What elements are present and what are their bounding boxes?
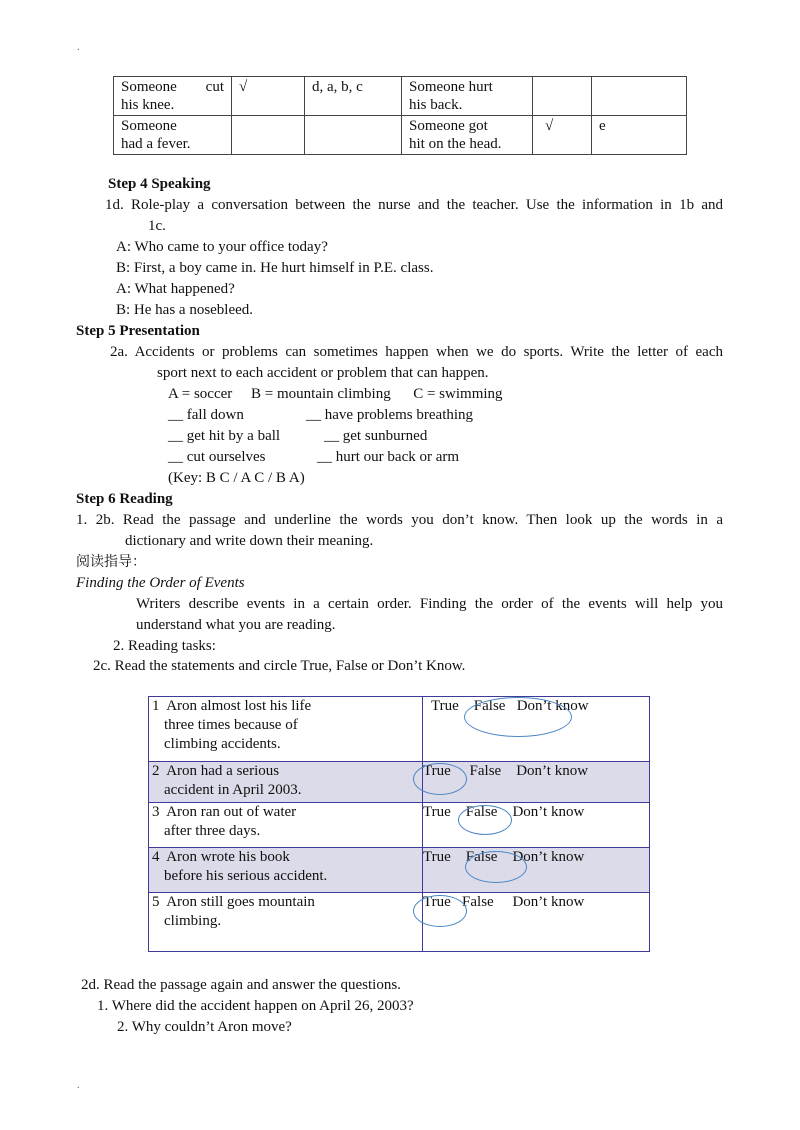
corner-dot: . bbox=[77, 42, 80, 53]
accident-item: __ get sunburned bbox=[324, 428, 428, 444]
statement-text: Aron ran out of water bbox=[166, 804, 297, 820]
step4-instruction: 1d. Role-play a conversation between the nurse and the teacher. Use the information in 1b and bbox=[105, 197, 723, 213]
check-mark: √ bbox=[232, 77, 305, 116]
cell-text: Someone bbox=[121, 79, 177, 95]
table-row: 3 Aron ran out of water after three days. True False Don’t know bbox=[149, 803, 650, 848]
accident-item: __ get hit by a ball bbox=[168, 428, 281, 444]
statement-text: climbing accidents. bbox=[164, 736, 281, 752]
cell-text: had a fever. bbox=[121, 136, 191, 152]
option-true[interactable]: True bbox=[423, 849, 451, 865]
option-dont-know[interactable]: Don’t know bbox=[516, 698, 589, 714]
table-row: 2 Aron had a serious accident in April 2003. True False Don’t know bbox=[149, 762, 650, 803]
question-2: 2. Why couldn’t Aron move? bbox=[117, 1019, 292, 1035]
table-row bbox=[114, 116, 687, 155]
sport-key: A = soccer B = mountain climbing C = swimming bbox=[168, 386, 503, 402]
check-mark: √ bbox=[533, 116, 592, 155]
table-row: Someone cut his knee. √ d, a, b, c Someone hurt his back. bbox=[114, 77, 687, 116]
option-dont-know[interactable]: Don’t know bbox=[512, 894, 585, 910]
answer-circle bbox=[413, 763, 467, 795]
reading-guide-text: Writers describe events in a certain order. Finding the order of the events will help you bbox=[136, 596, 723, 612]
true-false-table bbox=[148, 696, 650, 952]
dialogue-line: A: Who came to your office today? bbox=[116, 239, 328, 255]
option-true[interactable]: True bbox=[423, 763, 451, 779]
statement-text: Aron had a serious bbox=[166, 763, 280, 779]
statement-text: accident in April 2003. bbox=[164, 782, 302, 798]
step5-instruction: 2a. Accidents or problems can sometimes happen when we do sports. Write the letter of each bbox=[110, 344, 723, 360]
option-true[interactable]: True bbox=[431, 698, 459, 714]
statement-text: before his serious accident. bbox=[164, 868, 328, 884]
step5-heading: Step 5 Presentation bbox=[76, 323, 200, 339]
cell-text: Someone hurt bbox=[409, 79, 493, 95]
reading-tasks-label: 2. Reading tasks: bbox=[113, 638, 216, 654]
option-false[interactable]: False bbox=[469, 763, 502, 779]
cell-text: Someone bbox=[121, 118, 177, 134]
option-dont-know[interactable]: Don’t know bbox=[512, 849, 585, 865]
option-false[interactable]: False bbox=[462, 894, 494, 910]
accident-item: __ fall down bbox=[168, 407, 244, 423]
table-row: 5 Aron still goes mountain climbing. True False Don’t know bbox=[149, 893, 650, 952]
accident-item: __ have problems breathing bbox=[306, 407, 474, 423]
reading-guide-label: 阅读指导： bbox=[76, 554, 146, 570]
accident-item: __ cut ourselves bbox=[168, 449, 266, 465]
accident-item: __ hurt our back or arm bbox=[317, 449, 460, 465]
task-2d-instruction: 2d. Read the passage again and answer the questions. bbox=[81, 977, 401, 993]
cell-text: d, a, b, c bbox=[305, 77, 402, 116]
statement-text: three times because of bbox=[164, 717, 298, 733]
answer-key: (Key: B C / A C / B A) bbox=[168, 470, 305, 486]
statement-text: after three days. bbox=[164, 823, 261, 839]
step6-heading: Step 6 Reading bbox=[76, 491, 173, 507]
answer-circle bbox=[464, 697, 572, 737]
accident-table bbox=[113, 76, 687, 155]
cell-text: Someone got bbox=[409, 118, 488, 134]
cell-text bbox=[232, 116, 305, 155]
option-false[interactable]: False bbox=[465, 849, 498, 865]
cell-text bbox=[533, 77, 592, 116]
statement-text: climbing. bbox=[164, 913, 222, 929]
corner-dot: . bbox=[77, 1080, 80, 1091]
reading-guide-title: Finding the Order of Events bbox=[76, 575, 245, 591]
option-true[interactable]: True bbox=[423, 804, 451, 820]
statement-text: Aron wrote his book bbox=[166, 849, 290, 865]
step5-instruction-cont: sport next to each accident or problem that can happen. bbox=[157, 365, 489, 381]
cell-text: e bbox=[592, 116, 687, 155]
cell-text bbox=[305, 116, 402, 155]
step6-instruction-cont: dictionary and write down their meaning. bbox=[125, 533, 374, 549]
step4-heading: Step 4 Speaking bbox=[108, 176, 211, 192]
statement-text: Aron still goes mountain bbox=[166, 894, 315, 910]
question-1: 1. Where did the accident happen on April 26, 2003? bbox=[97, 998, 414, 1014]
table-row: 4 Aron wrote his book before his serious accident. True False Don’t know bbox=[149, 848, 650, 893]
dialogue-line: B: First, a boy came in. He hurt himself in P.E. class. bbox=[116, 260, 434, 276]
answer-circle bbox=[413, 895, 467, 927]
task-2c-instruction: 2c. Read the statements and circle True, False or Don’t Know. bbox=[93, 658, 466, 674]
cell-text: hit on the head. bbox=[409, 136, 502, 152]
option-dont-know[interactable]: Don’t know bbox=[516, 763, 589, 779]
step6-instruction: 1. 2b. Read the passage and underline the words you don’t know. Then look up the words in a bbox=[76, 512, 723, 528]
cell-text: his back. bbox=[409, 97, 463, 113]
option-false[interactable]: False bbox=[473, 698, 506, 714]
dialogue-line: B: He has a nosebleed. bbox=[116, 302, 254, 318]
option-dont-know[interactable]: Don’t know bbox=[512, 804, 585, 820]
cell-text bbox=[592, 77, 687, 116]
reading-guide-text-cont: understand what you are reading. bbox=[136, 617, 336, 633]
answer-circle bbox=[458, 805, 512, 835]
dialogue-line: A: What happened? bbox=[116, 281, 235, 297]
table-row: 1 Aron almost lost his life three times because of climbing accidents. True False Don’t know bbox=[149, 697, 650, 762]
statement-text: Aron almost lost his life bbox=[166, 698, 312, 714]
option-false[interactable]: False bbox=[465, 804, 498, 820]
answer-circle bbox=[465, 851, 527, 883]
step4-instruction-cont: 1c. bbox=[148, 218, 166, 234]
option-true[interactable]: True bbox=[423, 894, 451, 910]
cell-text: his knee. bbox=[121, 97, 175, 113]
